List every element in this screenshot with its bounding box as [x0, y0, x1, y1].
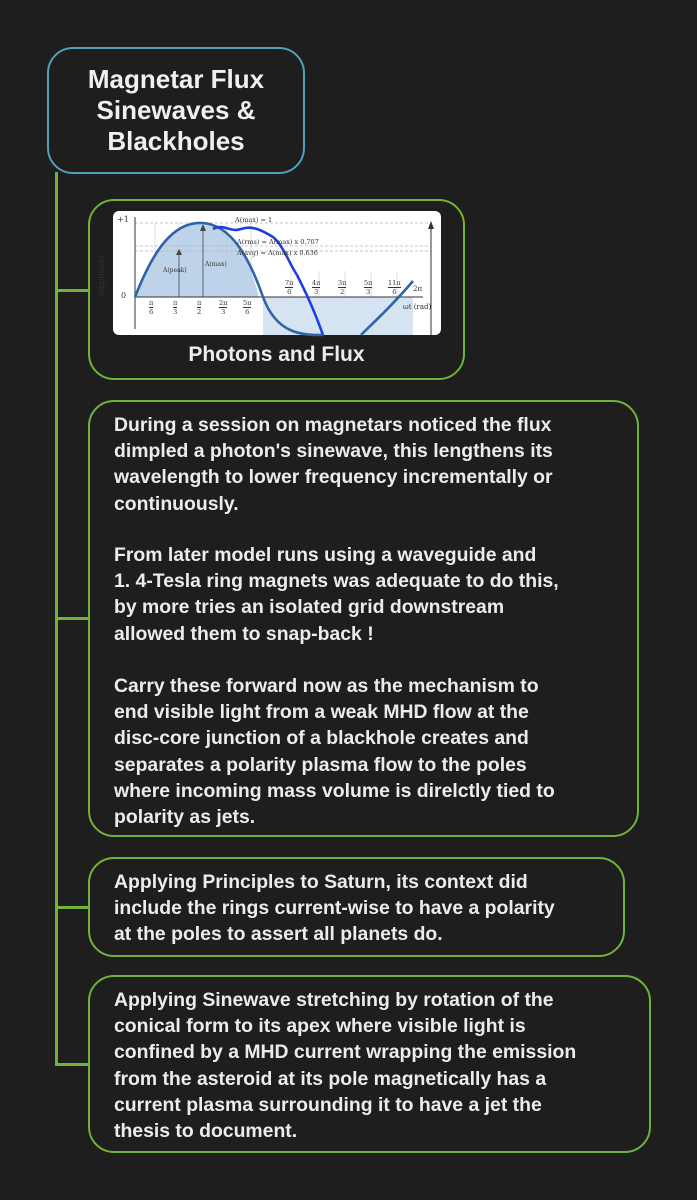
tick-num: 11π [388, 279, 401, 287]
tick-num: 4π [312, 279, 321, 287]
paragraph-3: Carry these forward now as the mechanism to end visible light from a weak MHD flow at the disc-core junction of a blackhole creates and separates a polarity plasma flow to the poles where incoming mass volume is direlctly tied to polarity as jets. [114, 675, 555, 829]
y-tick-top: +1 [117, 215, 129, 224]
tick-den: 6 [149, 308, 154, 316]
paragraph-1: During a session on magnetars noticed the flux dimpled a photon's sinewave, this lengthens its wavelength to lower frequency incrementally or continuously. [114, 414, 553, 515]
branch-connector-saturn [55, 906, 89, 909]
tick-fraction-6 [285, 279, 293, 296]
tick-fraction-8 [338, 279, 346, 296]
tick-fraction-5 [243, 299, 251, 316]
branch-connector-sinewave [55, 1063, 89, 1066]
tick-num: 5π [364, 279, 373, 287]
tick-den: 6 [243, 307, 251, 316]
label-peak: A(peak) [163, 267, 187, 274]
branch-connector-image [55, 289, 89, 292]
tick-num: π [149, 299, 154, 307]
figure-labels [97, 211, 441, 335]
label-max: A(max) [205, 261, 227, 268]
tick-den: 3 [219, 307, 227, 316]
tick-den: 3 [364, 287, 372, 296]
tick-den: 6 [388, 287, 401, 296]
sinewave-text: Applying Sinewave stretching by rotation of the conical form to its apex where visible light is confined by a MHD current wrapping the emission from the asteroid at its pole magnetically has a current plasma surrounding it to have a jet the thesis to document. [114, 989, 577, 1143]
tick-den: 6 [285, 287, 293, 296]
tick-fraction-1 [149, 299, 153, 316]
tick-den: 2 [197, 308, 202, 316]
paragraph-node[interactable] [88, 400, 639, 837]
tick-den: 3 [312, 287, 320, 296]
image-node[interactable] [88, 199, 465, 380]
branch-connector-paragraphs [55, 617, 89, 620]
saturn-node[interactable] [88, 857, 625, 957]
legend-avg: A(avg) = A(max) x 0.636 [237, 249, 318, 257]
root-title: Magnetar Flux Sinewaves & Blackholes [87, 63, 265, 157]
tick-num: π [197, 299, 202, 307]
y-axis-label: Amplitude [97, 255, 106, 297]
paragraph-2: From later model runs using a waveguide and 1. 4-Tesla ring magnets was adequate to do this, by more tries an isolated grid downstream allowed them to snap-back ! [114, 544, 559, 645]
tick-num: 5π [243, 299, 252, 307]
sinewave-figure [97, 211, 441, 335]
tick-den: 2 [338, 287, 346, 296]
tick-num: 3π [338, 279, 347, 287]
saturn-text: Applying Principles to Saturn, its context did include the rings current-wise to have a polarity at the poles to assert all planets do. [114, 871, 555, 946]
legend-rms: A(rms) = A(max) x 0.707 [237, 238, 319, 246]
tick-fraction-10 [388, 279, 401, 296]
tick-fraction-2 [173, 299, 177, 316]
legend-max: A(max) = 1 [235, 216, 273, 224]
tick-den: 3 [173, 308, 178, 316]
sinewave-node[interactable] [88, 975, 651, 1153]
image-caption: Photons and Flux [188, 343, 365, 366]
tick-fraction-7 [312, 279, 320, 296]
tick-fraction-9 [364, 279, 372, 296]
tick-fraction-3 [197, 299, 201, 316]
y-tick-zero: 0 [121, 291, 127, 300]
tick-num: 2π [219, 299, 228, 307]
root-node[interactable] [47, 47, 305, 174]
tick-num: 7π [285, 279, 294, 287]
tick-num: π [173, 299, 178, 307]
tick-fraction-4 [219, 299, 227, 316]
x-axis-label: ωt (rad) [403, 303, 432, 311]
x-end-label: 2π [413, 285, 423, 293]
